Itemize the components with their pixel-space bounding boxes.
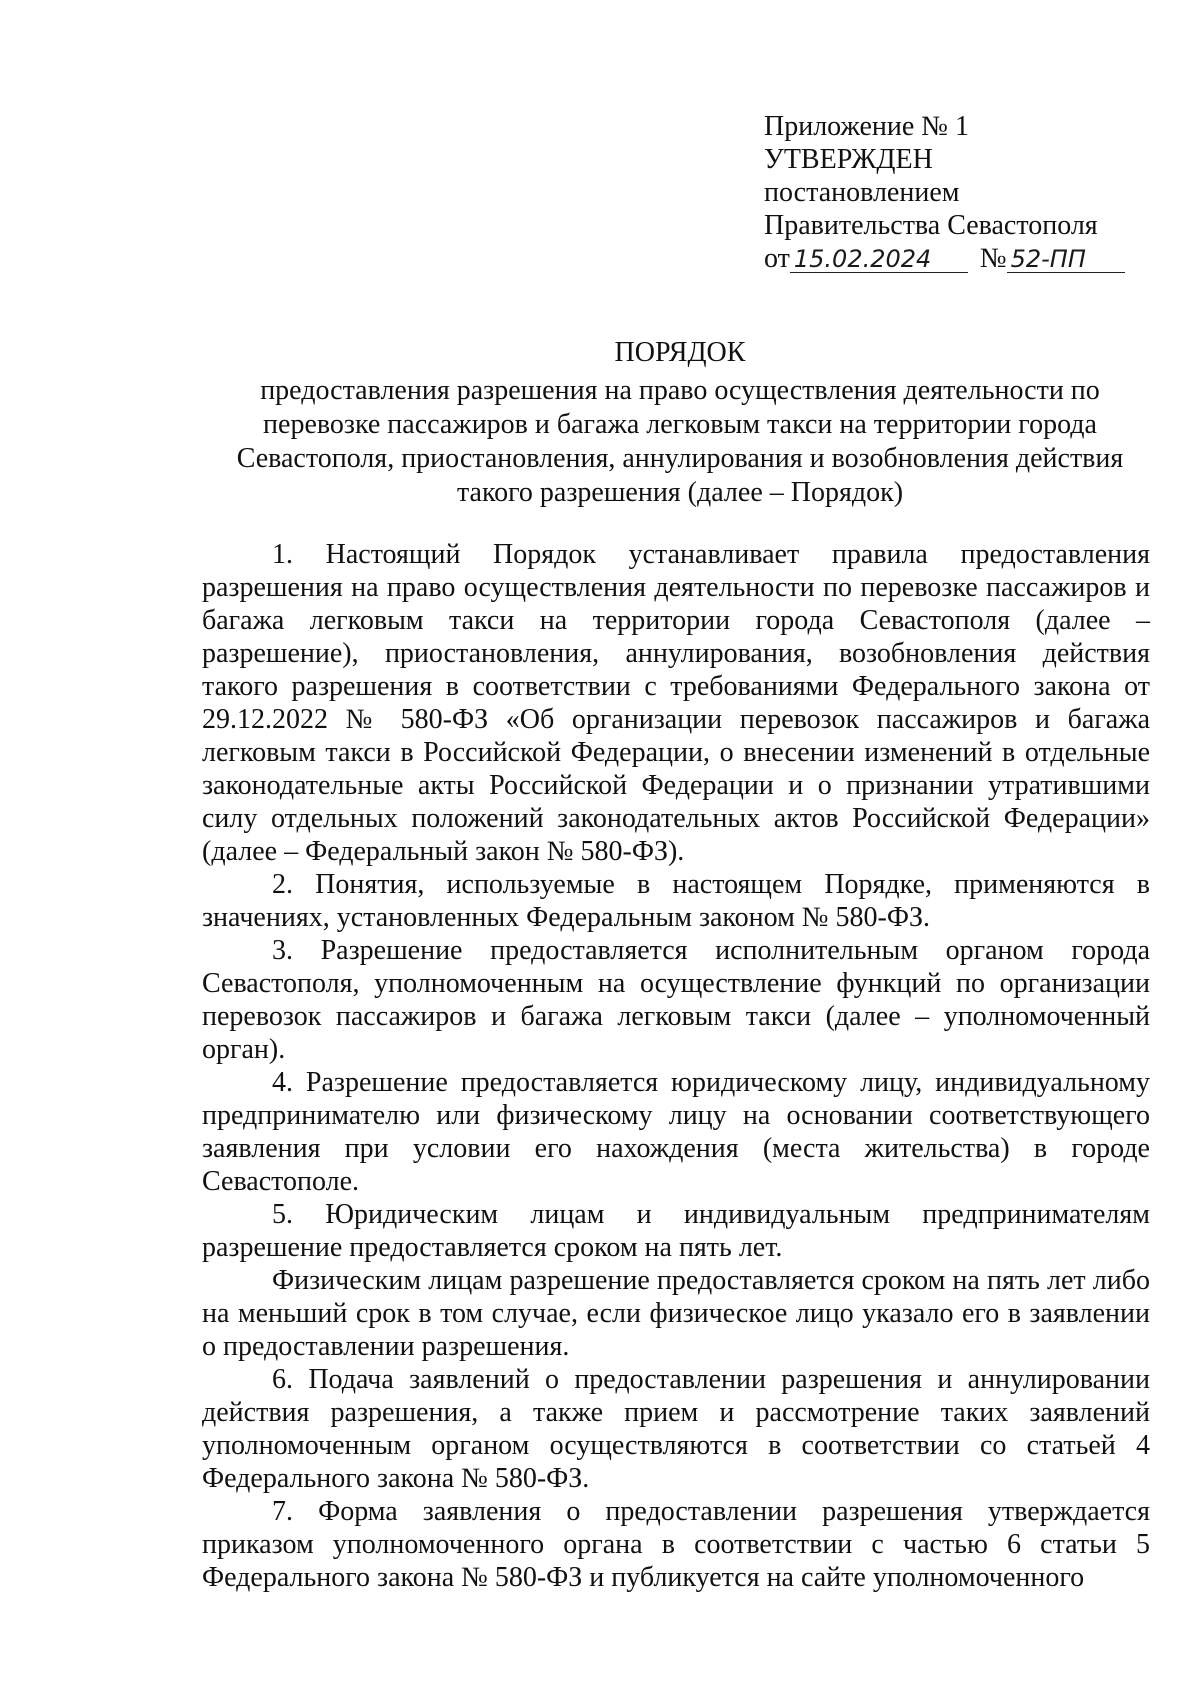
document-title: ПОРЯДОК: [614, 337, 746, 368]
approval-date-row: [764, 242, 1164, 275]
appendix-label: Приложение № 1: [764, 111, 969, 142]
paragraph-2: 2. Понятия, используемые в настоящем Порядке, применяются в значениях, установленных Федеральным законом № 580-ФЗ.: [202, 869, 1150, 933]
document-body: [202, 538, 1150, 1594]
paragraph-3: 3. Разрешение предоставляется исполнительным органом города Севастополя, уполномоченным на осуществление функций по организации перевозок пассажиров и багажа легковым такси (далее – уполномоченный орган).: [202, 935, 1150, 1065]
date-prefix: от: [764, 243, 790, 274]
resolution-label: постановлением: [764, 177, 960, 208]
approved-label: УТВЕРЖДЕН: [764, 144, 933, 175]
paragraph-1: 1. Настоящий Порядок устанавливает правила предоставления разрешения на право осуществления деятельности по перевозке пассажиров и багажа легковым такси на территории города Севастополя (далее – разрешение), приостановления, аннулирования, возобновления действия такого разрешения в соответствии с требованиями Федерального закона от 29.12.2022 № 580-ФЗ «Об организации перевозок пассажиров и багажа легковым такси в Российской Федерации, о внесении изменений в отдельные законодательные акты Российской Федерации и о признании утратившими силу отдельных положений законодательных актов Российской Федерации» (далее – Федеральный закон № 580-ФЗ).: [202, 539, 1150, 867]
document-title-block: [200, 336, 1160, 510]
paragraph-5-continued: Физическим лицам разрешение предоставляется сроком на пять лет либо на меньший срок в том случае, если физическое лицо указало его в заявлении о предоставлении разрешения.: [202, 1265, 1150, 1362]
government-label: Правительства Севастополя: [764, 210, 1098, 241]
document-subtitle: предоставления разрешения на право осуществления деятельности по перевозке пассажиров и багажа легковым такси на территории города Севастополя, приостановления, аннулирования и возобновления действия такого разрешения (далее – Порядок): [236, 375, 1124, 508]
handwritten-date: 15.02.2024: [790, 246, 968, 273]
paragraph-7: 7. Форма заявления о предоставлении разрешения утверждается приказом уполномоченного органа в соответствии с частью 6 статьи 5 Федерального закона № 580-ФЗ и публикуется на сайте уполномоченного: [202, 1496, 1150, 1593]
number-prefix: №: [979, 243, 1007, 274]
paragraph-5: 5. Юридическим лицам и индивидуальным предпринимателям разрешение предоставляется сроком на пять лет.: [202, 1199, 1150, 1263]
paragraph-6: 6. Подача заявлений о предоставлении разрешения и аннулировании действия разрешения, а также прием и рассмотрение таких заявлений уполномоченным органом осуществляются в соответствии со статьей 4 Федерального закона № 580-ФЗ.: [202, 1364, 1150, 1494]
approval-block: [764, 110, 1164, 275]
paragraph-4: 4. Разрешение предоставляется юридическому лицу, индивидуальному предпринимателю или физическому лицу на основании соответствующего заявления при условии его нахождения (места жительства) в городе Севастополе.: [202, 1067, 1150, 1197]
handwritten-number: 52-ПП: [1007, 246, 1125, 273]
